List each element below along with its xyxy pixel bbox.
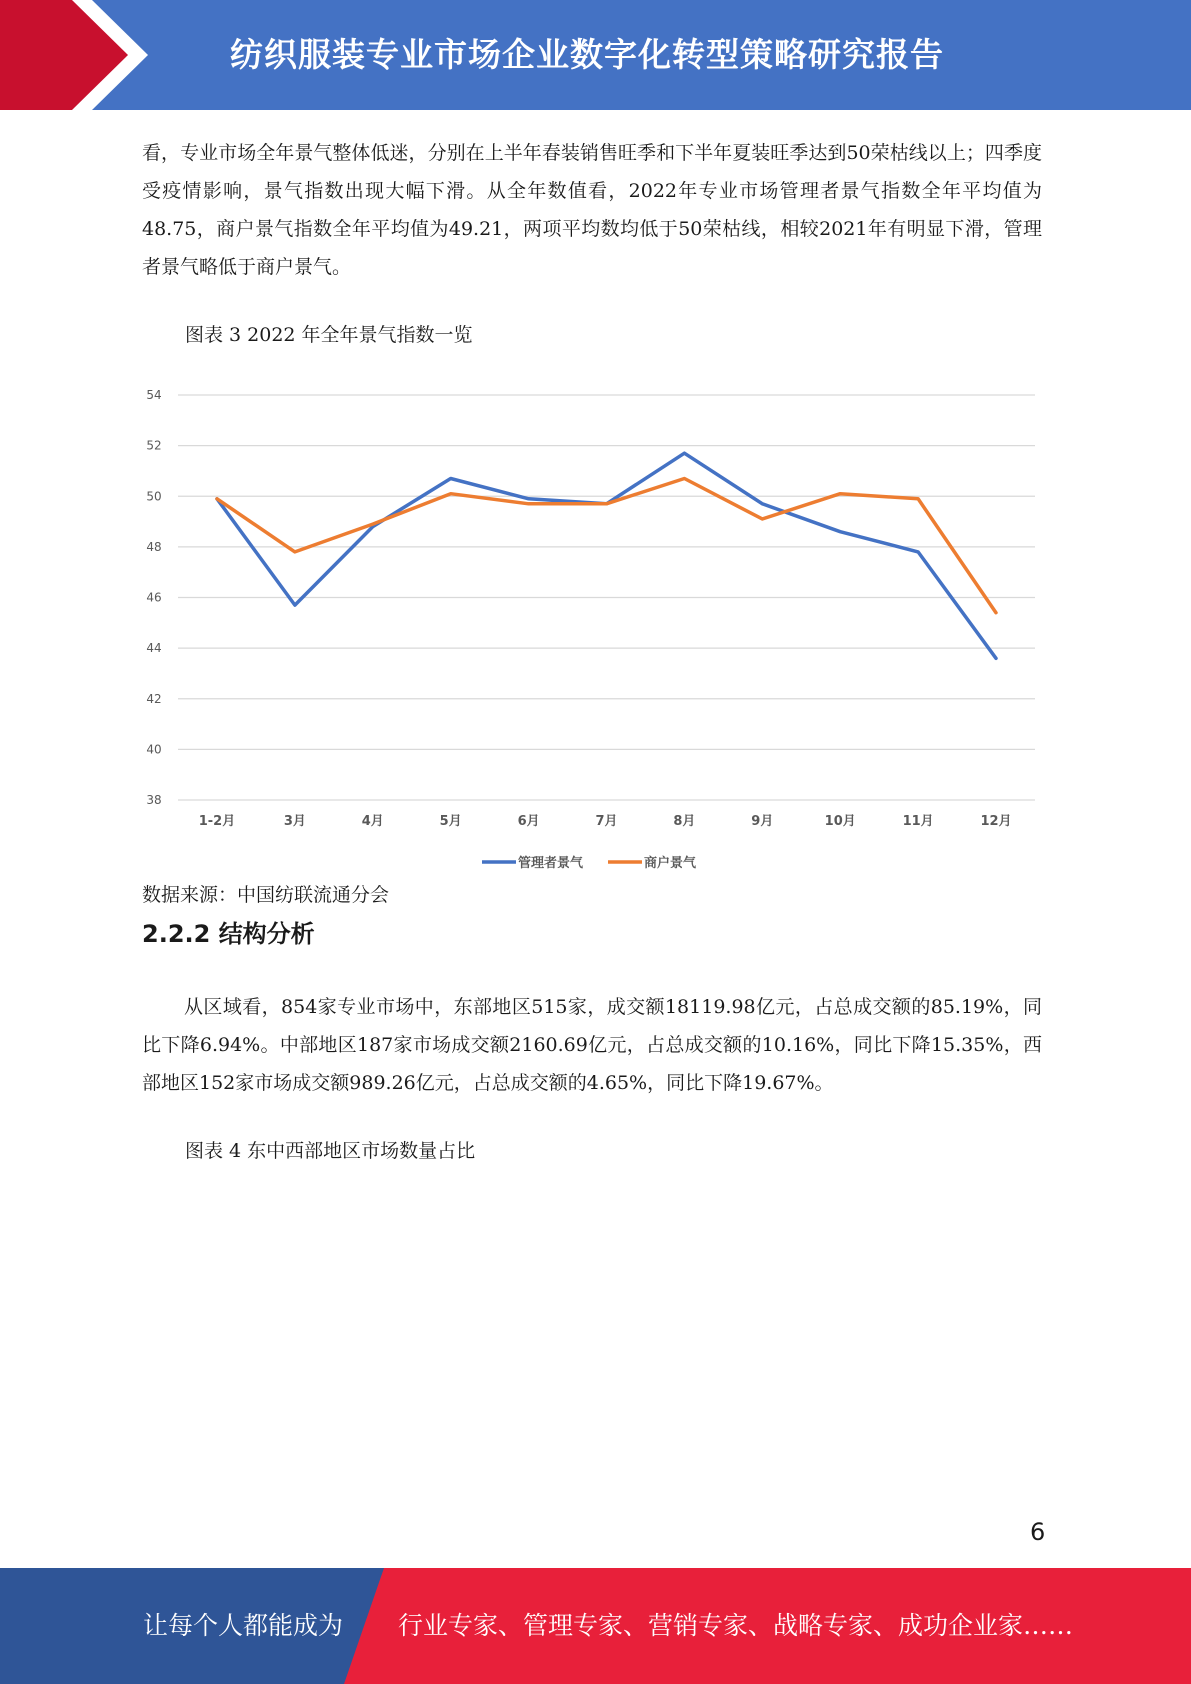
figure-4-caption: 图表 4 东中西部地区市场数量占比 — [185, 1140, 476, 1162]
footer-slogan-right: 行业专家、管理专家、营销专家、战略专家、成功企业家…… — [398, 1611, 1074, 1640]
page-number: 6 — [1030, 1518, 1046, 1546]
line-chart-svg — [140, 370, 1050, 870]
x-tick-label: 11月 — [902, 814, 934, 829]
y-tick-label: 52 — [146, 438, 162, 453]
report-title: 纺织服装专业市场企业数字化转型策略研究报告 — [230, 35, 944, 74]
x-tick-label: 6月 — [517, 814, 540, 829]
section-heading: 2.2.2 结构分析 — [142, 920, 315, 948]
y-tick-label: 42 — [146, 691, 162, 706]
x-tick-label: 7月 — [595, 814, 618, 829]
x-tick-label: 9月 — [751, 814, 774, 829]
y-tick-label: 40 — [146, 742, 162, 757]
page-footer — [0, 1568, 1191, 1684]
body-paragraph-2: 从区域看，854家专业市场中，东部地区515家，成交额18119.98亿元，占总成交额的85.19%，同比下降6.94%。中部地区187家市场成交额2160.69亿元，占总成交额的10.16%，同比下降15.35%，西部地区152家市场成交额989.26亿元，占总成交额的4.65%，同比下降19.67%。 — [142, 996, 1042, 1094]
sentiment-index-chart — [140, 370, 1050, 870]
legend-label-1: 管理者景气 — [518, 856, 584, 870]
legend-label-2: 商户景气 — [644, 856, 697, 870]
footer-slogan-left: 让每个人都能成为 — [143, 1611, 344, 1640]
page-header — [0, 0, 1191, 110]
x-tick-label: 1-2月 — [198, 814, 236, 829]
series-line-2 — [217, 479, 996, 613]
x-tick-label: 3月 — [283, 814, 306, 829]
x-tick-label: 12月 — [980, 814, 1012, 829]
y-tick-label: 46 — [146, 590, 162, 605]
y-tick-label: 44 — [146, 641, 162, 656]
body-paragraph-1: 看，专业市场全年景气整体低迷，分别在上半年春装销售旺季和下半年夏装旺季达到50荣枯线以上；四季度受疫情影响，景气指数出现大幅下滑。从全年数值看，2022年专业市场管理者景气指数全年平均值为48.75，商户景气指数全年平均值为49.21，两项平均数均低于50荣枯线，相较2021年有明显下滑，管理者景气略低于商户景气。 — [142, 142, 1042, 278]
data-source: 数据来源：中国纺联流通分会 — [142, 884, 390, 906]
x-tick-label: 5月 — [439, 814, 462, 829]
series-line-1 — [217, 453, 996, 658]
x-tick-label: 4月 — [361, 814, 384, 829]
figure-3-caption: 图表 3 2022 年全年景气指数一览 — [185, 324, 473, 346]
y-tick-label: 50 — [146, 489, 162, 504]
x-tick-label: 8月 — [673, 814, 696, 829]
y-tick-label: 54 — [146, 388, 162, 402]
y-tick-label: 38 — [146, 793, 162, 807]
y-tick-label: 48 — [146, 539, 162, 554]
x-tick-label: 10月 — [824, 814, 856, 829]
